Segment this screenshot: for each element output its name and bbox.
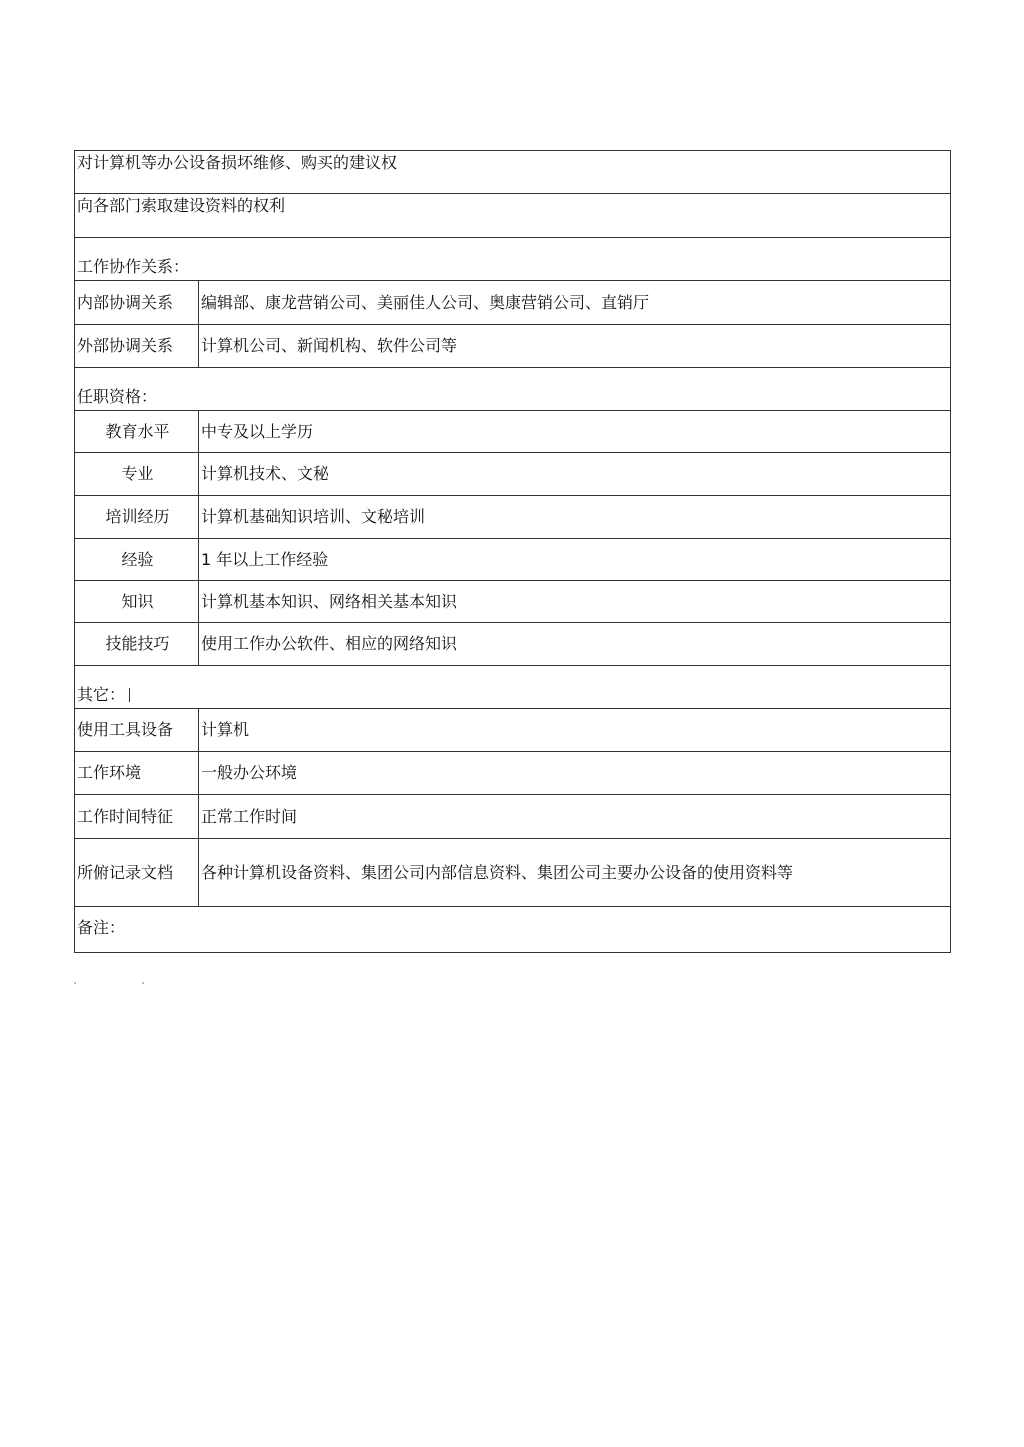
other-row [75,795,951,839]
internal-coordination-label: 内部协调关系 [75,281,199,325]
training-value: 计算机基础知识培训、文秘培训 [199,496,951,539]
internal-coordination-value: 编辑部、康龙营销公司、美丽佳人公司、奥康营销公司、直销厅 [199,281,951,325]
environment-value: 一般办公环境 [199,752,951,795]
qualification-row [75,623,951,666]
training-label: 培训经历 [75,496,199,539]
knowledge-label: 知识 [75,581,199,623]
other-heading: 其它： [77,685,126,704]
right-item-2: 向各部门索取建设资料的权利 [75,194,951,238]
experience-label: 经验 [75,539,199,581]
tools-label: 使用工具设备 [75,709,199,752]
education-label: 教育水平 [75,411,199,453]
rights-row [75,151,951,194]
qualification-row [75,411,951,453]
other-row [75,752,951,795]
skills-label: 技能技巧 [75,623,199,666]
qualifications-heading-row [75,368,951,411]
work-time-label: 工作时间特征 [75,795,199,839]
qualification-row [75,496,951,539]
coordination-heading: 工作协作关系： [75,238,951,281]
rights-row [75,194,951,238]
skills-value: 使用工作办公软件、相应的网络知识 [199,623,951,666]
external-coordination-value: 计算机公司、新闻机构、软件公司等 [199,325,951,368]
qualifications-heading: 任职资格： [75,368,951,411]
job-description-table [74,150,951,953]
experience-value: 1 年以上工作经验 [199,539,951,581]
work-time-value: 正常工作时间 [199,795,951,839]
remarks-row [75,907,951,953]
internal-coordination-row [75,281,951,325]
qualification-row [75,453,951,496]
knowledge-value: 计算机基本知识、网络相关基本知识 [199,581,951,623]
qualification-row [75,539,951,581]
education-value: 中专及以上学历 [199,411,951,453]
coordination-heading-row [75,238,951,281]
environment-label: 工作环境 [75,752,199,795]
documents-label: 所俯记录文档 [75,839,199,907]
qualification-row [75,581,951,623]
major-label: 专业 [75,453,199,496]
external-coordination-label: 外部协调关系 [75,325,199,368]
other-heading-row [75,666,951,709]
remarks-label: 备注： [75,907,951,953]
scan-specks [74,982,154,986]
other-row [75,839,951,907]
other-heading-cell [75,666,951,709]
other-row [75,709,951,752]
text-cursor [129,688,130,702]
tools-value: 计算机 [199,709,951,752]
right-item-1: 对计算机等办公设备损坏维修、购买的建议权 [75,151,951,194]
major-value: 计算机技术、文秘 [199,453,951,496]
documents-value: 各种计算机设备资料、集团公司内部信息资料、集团公司主要办公设备的使用资料等 [199,839,951,907]
external-coordination-row [75,325,951,368]
